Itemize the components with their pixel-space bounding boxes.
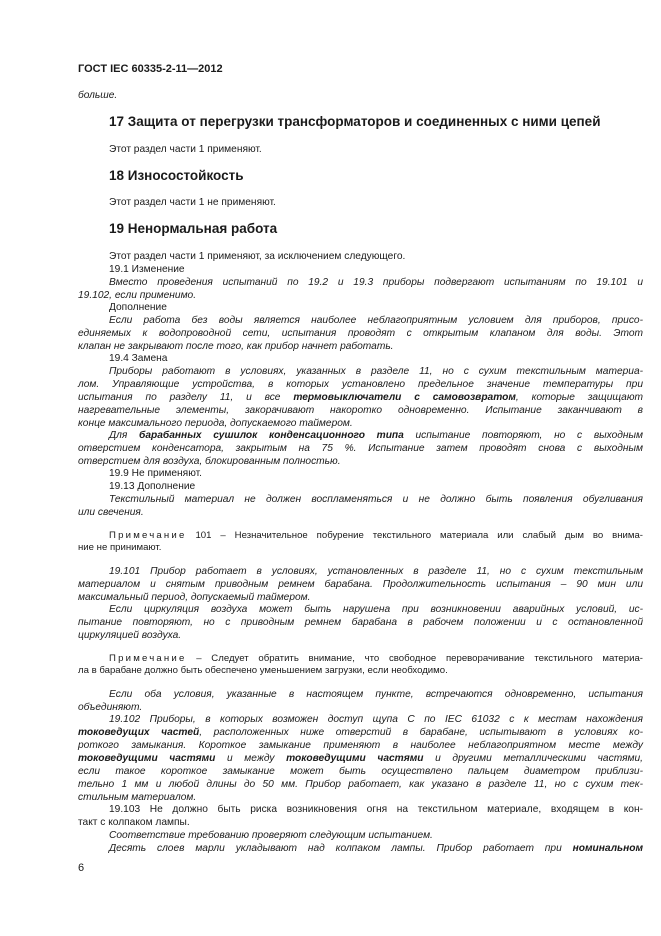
paragraph-line: роткого замыкания. Короткое замыкание применяют в наиболее неблагоприятном месте между bbox=[78, 740, 643, 751]
note-line: ла в барабане должно быть обеспечено уменьшением загрузки, если необходимо. bbox=[78, 665, 448, 676]
paragraph-line: максимальный период, допускаемый таймером. bbox=[78, 592, 311, 603]
section-18-text: Этот раздел части 1 не применяют. bbox=[109, 197, 276, 208]
paragraph-line: материалом и снятым приводным ремнем барабана. Продолжительность испытания – 90 мин или bbox=[78, 579, 643, 590]
paragraph-line: пытание повторяют, но с приводным ремнем барабана в рабочем положении и с остановленной bbox=[78, 617, 643, 628]
section-19-text: Этот раздел части 1 применяют, за исключением следующего. bbox=[109, 251, 406, 262]
paragraph-line: Текстильный материал не должен воспламеняться и не должно быть появления обугливания bbox=[109, 494, 643, 505]
paragraph-line: 19.102, если применимо. bbox=[78, 290, 197, 301]
paragraph-line: стильным материалом. bbox=[78, 792, 197, 803]
paragraph-line: объединяют. bbox=[78, 702, 143, 713]
paragraph-line: Для барабанных сушилок конденсационного типа испытание повторяют, но с выходным bbox=[109, 430, 643, 441]
note-line: Примечание 101 – Незначительное побурение текстильного материала или слабый дым во внима- bbox=[109, 530, 643, 541]
paragraph-line: или свечения. bbox=[78, 507, 144, 518]
paragraph-line: Если оба условия, указанные в настоящем пункте, встречаются одновременно, испытания bbox=[109, 689, 643, 700]
page-number: 6 bbox=[78, 862, 85, 874]
paragraph-line: Приборы работают в условиях, указанных в разделе 11, но с сухим текстильным материа- bbox=[109, 366, 643, 377]
paragraph-line: 19.101 Прибор работает в условиях, установленных в разделе 11, но с сухим текстильным bbox=[109, 566, 643, 577]
paragraph-line: Соответствие требованию проверяют следующим испытанием. bbox=[109, 830, 433, 841]
paragraph-line: такт с колпаком лампы. bbox=[78, 817, 190, 828]
note-line: ние не принимают. bbox=[78, 542, 162, 553]
note-label: Примечание bbox=[109, 530, 187, 541]
clause-19-9-heading: 19.9 Не применяют. bbox=[109, 468, 202, 479]
paragraph-line: токоведущих частей, расположенных ниже отверстий в барабане, испытывают в условиях ко- bbox=[78, 727, 644, 738]
paragraph-line: клапан не закрывают после того, как прибор начнет работать. bbox=[78, 341, 394, 352]
paragraph-line: Если работа без воды является наиболее неблагоприятным условием для приборов, присо- bbox=[109, 315, 643, 326]
paragraph-line: циркуляцией воздуха. bbox=[78, 630, 182, 641]
note-label: Примечание bbox=[109, 653, 187, 664]
clause-19-13-heading: 19.13 Дополнение bbox=[109, 481, 196, 492]
clause-19-1-heading: 19.1 Изменение bbox=[109, 264, 185, 275]
paragraph-line: лом. Управляющие устройства, в которых установлено предельное значение температуры при bbox=[78, 379, 643, 390]
lead-text: больше. bbox=[78, 90, 118, 101]
paragraph-line: отверстием для воздуха, блокированным полностью. bbox=[78, 456, 341, 467]
paragraph-line: конце максимального периода, допускаемого таймером. bbox=[78, 418, 353, 429]
note-line: Примечание – Следует обратить внимание, что свободное переворачивание текстильного материа- bbox=[109, 653, 643, 664]
paragraph-line: токоведущими частями и между токоведущими частями и другими металлическими частями, bbox=[78, 753, 643, 764]
paragraph-line: отверстием конденсатора, закрытым на 75 %. Испытание затем проводят снова с выходным bbox=[78, 443, 643, 454]
paragraph-line: 19.102 Приборы, в которых возможен доступ щупа С по IEC 61032 с к местам нахождения bbox=[109, 714, 643, 725]
section-18-title: 18 Износостойкость bbox=[109, 168, 244, 183]
paragraph-line: нагревательные элементы, закорачивают накоротко одновременно. Испытание заканчивают в bbox=[78, 405, 643, 416]
paragraph-line: тельно 1 мм и любой длины до 50 мм. Прибор работает, как указано в разделе 11, но с сухим тек- bbox=[78, 779, 643, 790]
section-17-text: Этот раздел части 1 применяют. bbox=[109, 144, 262, 155]
paragraph-line: Если циркуляция воздуха может быть нарушена при возникновении аварийных условий, ис- bbox=[109, 604, 643, 615]
section-17-title: 17 Защита от перегрузки трансформаторов и соединенных с ними цепей bbox=[109, 114, 601, 129]
paragraph-line: Вместо проведения испытаний по 19.2 и 19.3 приборы подвергают испытаниям по 19.101 и bbox=[109, 277, 643, 288]
document-header: ГОСТ IEC 60335-2-11—2012 bbox=[78, 63, 223, 75]
addition-heading: Дополнение bbox=[109, 302, 167, 313]
section-19-title: 19 Ненормальная работа bbox=[109, 221, 278, 236]
paragraph-line: испытания по разделу 11, и все термовыключатели с самовозвратом, которые защищают bbox=[78, 392, 643, 403]
paragraph-line: Десять слоев марли укладывают над колпаком лампы. Прибор работает при номинальном bbox=[109, 843, 643, 854]
paragraph-line: единяемых к водопроводной сети, испытания проводят с открытым клапаном для воды. Этот bbox=[78, 328, 643, 339]
paragraph-line: если такое короткое замыкание может быть осуществлено пальцем диаметром приблизи- bbox=[78, 766, 643, 777]
paragraph-line: 19.103 Не должно быть риска возникновения огня на текстильном материале, входящем в кон- bbox=[109, 804, 643, 815]
clause-19-4-heading: 19.4 Замена bbox=[109, 353, 168, 364]
